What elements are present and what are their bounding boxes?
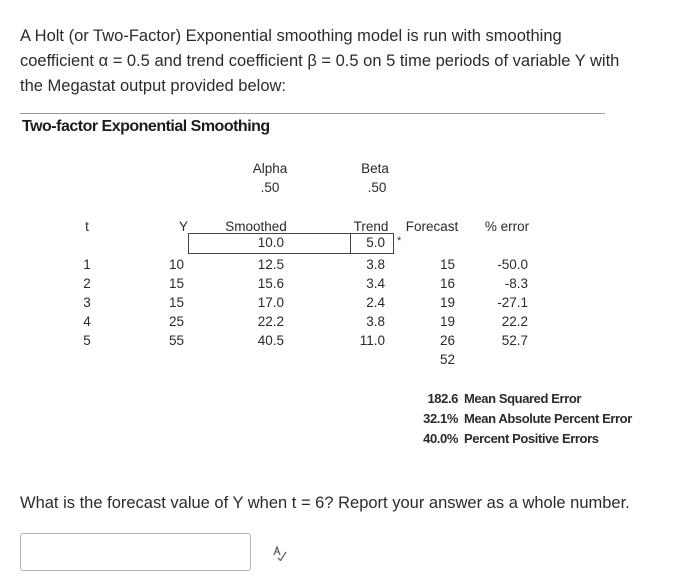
cell-smoothed: 40.5 [257, 333, 284, 348]
initial-smoothed: 10.0 [257, 235, 284, 250]
cell-smoothed: 12.5 [257, 257, 284, 272]
beta-label: Beta [361, 161, 389, 176]
summary-label: Percent Positive Errors [464, 431, 599, 446]
cell-error: -27.1 [497, 295, 528, 310]
cell-t: 4 [83, 314, 91, 329]
cell-y: 15 [168, 295, 184, 310]
question-text: What is the forecast value of Y when t = 6? Report your answer as a whole number. [20, 494, 630, 512]
cell-smoothed: 15.6 [257, 276, 284, 291]
header-t: t [85, 219, 89, 234]
header-trend: Trend [353, 219, 389, 234]
summary-label: Mean Squared Error [464, 391, 582, 406]
cell-y: 15 [168, 276, 184, 291]
summary-value: 182.6 [427, 391, 458, 406]
answer-input[interactable] [20, 533, 251, 571]
cell-error: 52.7 [501, 333, 528, 348]
cell-error: -8.3 [504, 276, 528, 291]
cell-smoothed: 22.2 [257, 314, 284, 329]
alpha-value: .50 [260, 180, 280, 195]
intro-line-1: A Holt (or Two-Factor) Exponential smoothing model is run with smoothing [20, 27, 562, 45]
summary-value: 40.0% [423, 431, 458, 446]
header-y: Y [178, 219, 188, 234]
cell-trend: 11.0 [359, 333, 385, 348]
header-smoothed: Smoothed [225, 219, 287, 234]
summary-label: Mean Absolute Percent Error [464, 411, 632, 426]
cell-forecast: 19 [439, 314, 455, 329]
intro-line-3: the Megastat output provided below: [20, 77, 287, 95]
cell-forecast: 19 [439, 295, 455, 310]
beta-value: .50 [367, 180, 387, 195]
cell-t: 5 [83, 333, 91, 348]
initial-trend: 5.0 [366, 235, 385, 250]
cell-error: 22.2 [501, 314, 528, 329]
cell-y: 25 [168, 314, 184, 329]
output-title: Two-factor Exponential Smoothing [22, 118, 270, 135]
spellcheck-icon[interactable] [272, 545, 288, 561]
cell-trend: 3.4 [366, 276, 385, 291]
header-error: % error [484, 219, 530, 234]
cell-t: 1 [83, 257, 91, 272]
intro-line-2: coefficient α = 0.5 and trend coefficient β = 0.5 on 5 time periods of variable Y with [20, 52, 620, 70]
cell-t: 3 [83, 295, 91, 310]
cell-t: 2 [83, 276, 91, 291]
summary-value: 32.1% [423, 411, 458, 426]
cell-y: 10 [168, 257, 184, 272]
cell-smoothed: 17.0 [257, 295, 284, 310]
next-forecast: 52 [439, 352, 455, 367]
cell-trend: 3.8 [366, 314, 385, 329]
cell-y: 55 [168, 333, 184, 348]
cell-trend: 2.4 [366, 295, 385, 310]
cell-forecast: 15 [439, 257, 455, 272]
cell-forecast: 16 [439, 276, 455, 291]
header-forecast: Forecast [405, 219, 459, 234]
alpha-label: Alpha [252, 161, 288, 176]
initial-marker: * [397, 235, 402, 247]
cell-error: -50.0 [497, 257, 528, 272]
cell-trend: 3.8 [366, 257, 385, 272]
cell-forecast: 26 [439, 333, 455, 348]
